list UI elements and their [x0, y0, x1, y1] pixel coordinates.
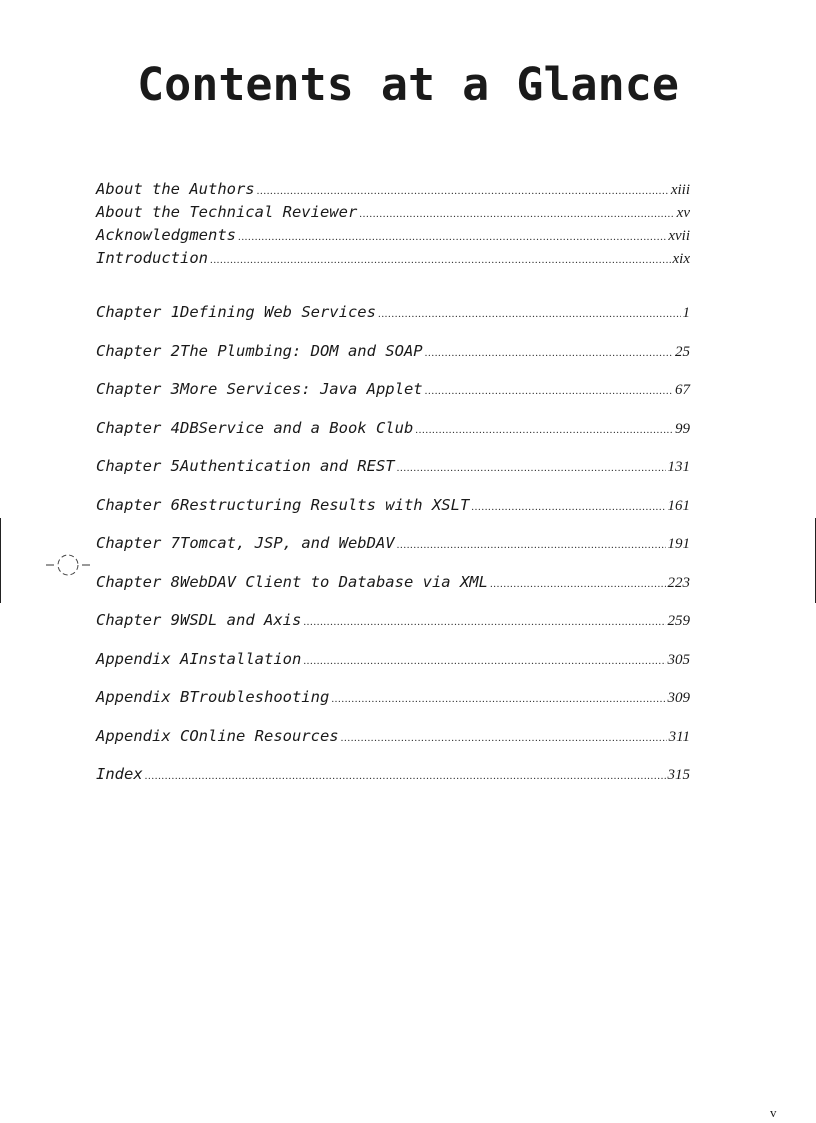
chapter-page: 223: [667, 574, 690, 591]
appendix-number: Appendix C: [96, 726, 190, 745]
chapter-number: Chapter 1: [96, 303, 180, 321]
chapter-page: 1: [682, 305, 690, 321]
appendix-page: 305: [667, 651, 690, 668]
chapter-page: 259: [667, 613, 690, 629]
dot-leader: [425, 347, 673, 359]
chapter-page: 25: [675, 343, 690, 360]
dot-leader: [415, 424, 673, 436]
chapter-title: DBService and a Book Club: [180, 418, 414, 437]
crop-mark-left: [0, 518, 1, 603]
appendix-number: Appendix B: [96, 688, 190, 706]
chapter-title: The Plumbing: DOM and SOAP: [180, 341, 423, 360]
chapter-number: Chapter 6: [96, 495, 180, 514]
appendix-title: Troubleshooting: [189, 688, 330, 706]
toc-entry-appendix-a[interactable]: [96, 650, 690, 669]
toc-entry-introduction[interactable]: [96, 249, 690, 268]
entry-label: Introduction: [96, 249, 208, 267]
chapter-number: Chapter 9: [96, 611, 180, 629]
dot-leader: [210, 254, 671, 266]
page-title: Contents at a Glance: [137, 58, 679, 111]
dot-leader: [303, 616, 665, 628]
dot-leader: [471, 501, 665, 513]
toc-entry-chapter-3[interactable]: [96, 380, 690, 399]
toc-entry-chapter-6[interactable]: [96, 496, 690, 515]
chapter-title: Tomcat, JSP, and WebDAV: [180, 534, 395, 552]
chapter-number: Chapter 5: [96, 457, 180, 475]
index-label: Index: [96, 765, 143, 783]
toc-entry-index[interactable]: [96, 765, 690, 784]
toc-entry-chapter-9[interactable]: [96, 611, 690, 630]
chapter-title: WSDL and Axis: [180, 611, 302, 629]
dot-leader: [425, 385, 673, 397]
appendix-page: 309: [667, 690, 690, 706]
chapter-number: Chapter 4: [96, 418, 180, 437]
chapter-page: 99: [675, 420, 690, 437]
dot-leader: [238, 231, 666, 243]
entry-label: About the Authors: [96, 180, 255, 198]
toc-entry-chapter-1[interactable]: [96, 303, 690, 322]
index-page: 315: [667, 767, 690, 783]
toc-entry-chapter-7[interactable]: [96, 534, 690, 553]
toc-entry-chapter-2[interactable]: [96, 342, 690, 361]
dot-leader: [341, 732, 667, 744]
toc-entry-chapter-5[interactable]: [96, 457, 690, 476]
entry-page: xix: [672, 251, 690, 267]
chapter-number: Chapter 2: [96, 341, 180, 360]
toc-entry-appendix-c[interactable]: [96, 727, 690, 746]
entry-page: xv: [676, 205, 690, 221]
toc-entry-technical-reviewer[interactable]: [96, 203, 690, 222]
toc-entry-acknowledgments[interactable]: [96, 226, 690, 245]
chapter-number: Chapter 3: [96, 380, 180, 398]
dot-leader: [257, 185, 669, 197]
toc-entry-chapter-8[interactable]: [96, 573, 690, 592]
dot-leader: [359, 208, 674, 220]
chapter-page: 191: [667, 536, 690, 552]
entry-page: xvii: [668, 228, 690, 244]
page-number: v: [770, 1105, 777, 1120]
appendix-title: Installation: [189, 649, 302, 668]
dot-leader: [397, 539, 666, 551]
dot-leader: [378, 308, 681, 320]
dot-leader: [145, 770, 666, 782]
chapter-title: Restructuring Results with XSLT: [180, 495, 470, 514]
appendix-title: Online Resources: [189, 726, 339, 745]
toc-entry-about-authors[interactable]: [96, 180, 690, 199]
dot-leader: [490, 578, 666, 590]
dot-leader: [331, 693, 665, 705]
toc-entry-appendix-b[interactable]: [96, 688, 690, 707]
chapter-title: Defining Web Services: [180, 303, 376, 321]
chapter-page: 67: [675, 382, 690, 398]
chapter-page: 131: [667, 459, 690, 475]
chapter-number: Chapter 7: [96, 534, 180, 552]
toc-entry-chapter-4[interactable]: [96, 419, 690, 438]
chapter-number: Chapter 8: [96, 572, 180, 591]
chapter-title: More Services: Java Applet: [180, 380, 423, 398]
chapter-page: 161: [667, 497, 690, 514]
dot-leader: [397, 462, 666, 474]
entry-page: xiii: [670, 182, 690, 198]
chapter-title: Authentication and REST: [180, 457, 395, 475]
entry-label: About the Technical Reviewer: [96, 203, 358, 221]
appendix-number: Appendix A: [96, 649, 190, 668]
dot-leader: [303, 655, 665, 667]
registration-mark-icon: [44, 550, 94, 580]
appendix-page: 311: [668, 728, 690, 745]
entry-label: Acknowledgments: [96, 226, 236, 244]
chapter-title: WebDAV Client to Database via XML: [180, 572, 488, 591]
